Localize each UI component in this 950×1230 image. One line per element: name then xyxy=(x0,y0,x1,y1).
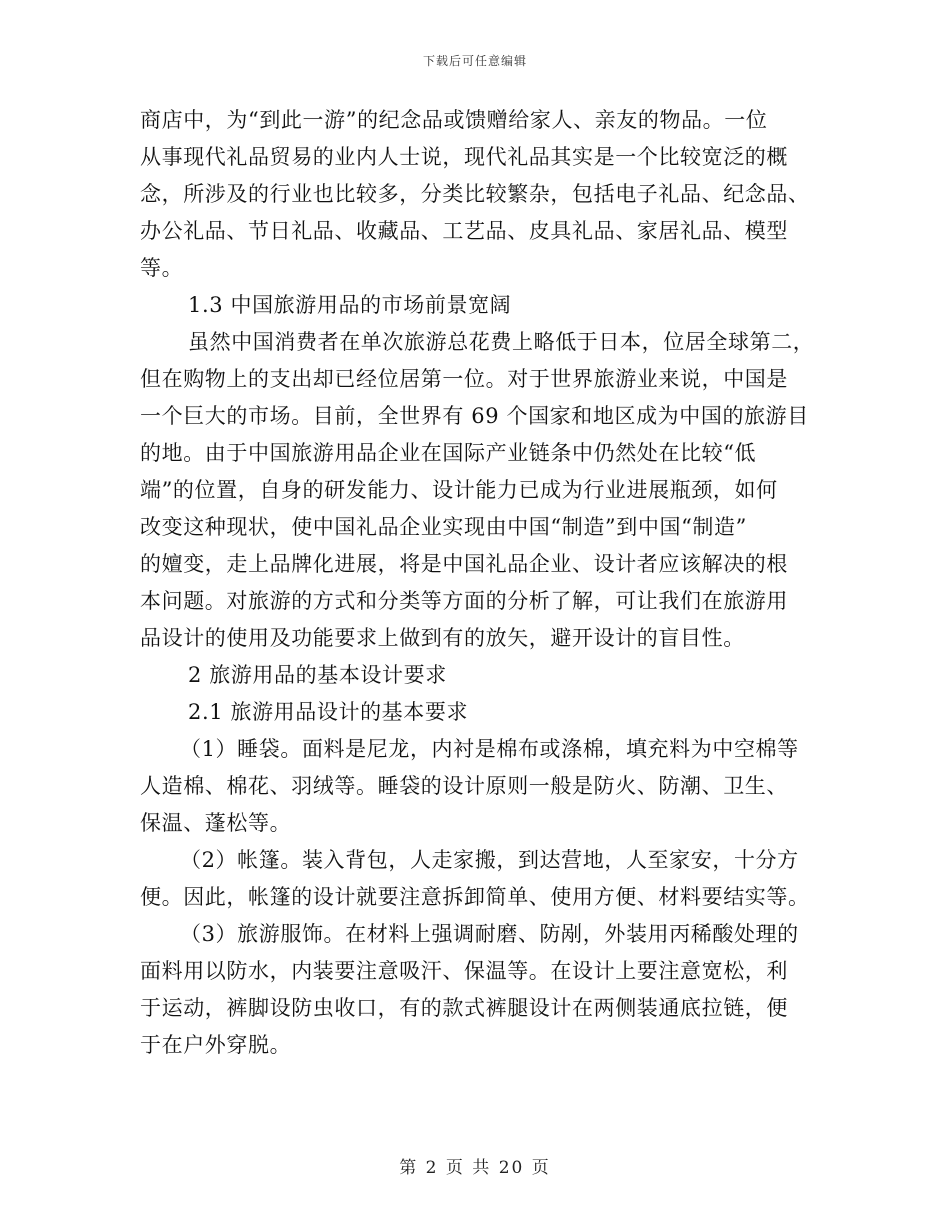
text-line: 从事现代礼品贸易的业内人士说，现代礼品其实是一个比较宽泛的概 xyxy=(140,145,788,169)
document-body xyxy=(140,102,815,1064)
text-line: 的地。由于中国旅游用品企业在国际产业链条中仍然处在比较“低 xyxy=(140,441,757,465)
text-line: 本问题。对旅游的方式和分类等方面的分析了解，可让我们在旅游用 xyxy=(140,589,788,613)
text-line: 人造棉、棉花、羽绒等。睡袋的设计原则一般是防火、防潮、卫生、 xyxy=(140,774,788,798)
text-line: 便。因此，帐篷的设计就要注意拆卸简单、使用方便、材料要结实等。 xyxy=(140,885,810,909)
text-line: 保温、蓬松等。 xyxy=(140,811,292,835)
section-heading-1-3: 1.3 中国旅游用品的市场前景宽阔 xyxy=(188,293,512,317)
text-line: 端”的位置，自身的研发能力、设计能力已成为行业进展瓶颈，如何 xyxy=(140,478,778,502)
text-line: 品设计的使用及功能要求上做到有的放矢，避开设计的盲目性。 xyxy=(140,626,745,650)
text-line: （3）旅游服饰。在材料上强调耐磨、防剐，外装用丙稀酸处理的 xyxy=(180,922,799,946)
section-heading-2-1: 2.1 旅游用品设计的基本要求 xyxy=(188,700,469,724)
text-line: 于在户外穿脱。 xyxy=(140,1033,292,1057)
page-header-note: 下载后可任意编辑 xyxy=(422,54,527,68)
text-line: 改变这种现状，使中国礼品企业实现由中国“制造”到中国“制造” xyxy=(140,515,747,539)
page-number: 第 2 页 共 20 页 xyxy=(399,1158,551,1178)
text-line: （2）帐篷。装入背包，人走家搬，到达营地，人至家安，十分方 xyxy=(180,848,799,872)
text-line: 虽然中国消费者在单次旅游总花费上略低于日本，位居全球第二， xyxy=(188,330,815,354)
text-line: 但在购物上的支出却已经位居第一位。对于世界旅游业来说，中国是 xyxy=(140,367,788,391)
text-line: 商店中，为“到此一游”的纪念品或馈赠给家人、亲友的物品。一位 xyxy=(140,108,768,132)
text-line: 面料用以防水，内装要注意吸汗、保温等。在设计上要注意宽松，利 xyxy=(140,959,788,983)
section-heading-2: 2 旅游用品的基本设计要求 xyxy=(188,663,447,687)
text-line: 的嬗变，走上品牌化进展，将是中国礼品企业、设计者应该解决的根 xyxy=(140,552,788,576)
text-line: 等。 xyxy=(140,256,184,280)
text-line: 办公礼品、节日礼品、收藏品、工艺品、皮具礼品、家居礼品、模型 xyxy=(140,219,788,243)
text-line: 一个巨大的市场。目前，全世界有 69 个国家和地区成为中国的旅游目 xyxy=(140,404,809,428)
text-line: 念，所涉及的行业也比较多，分类比较繁杂，包括电子礼品、纪念品、 xyxy=(140,182,810,206)
text-line: 于运动，裤脚设防虫收口，有的款式裤腿设计在两侧装通底拉链，便 xyxy=(140,996,788,1020)
text-line: （1）睡袋。面料是尼龙，内衬是棉布或涤棉，填充料为中空棉等 xyxy=(180,737,799,761)
